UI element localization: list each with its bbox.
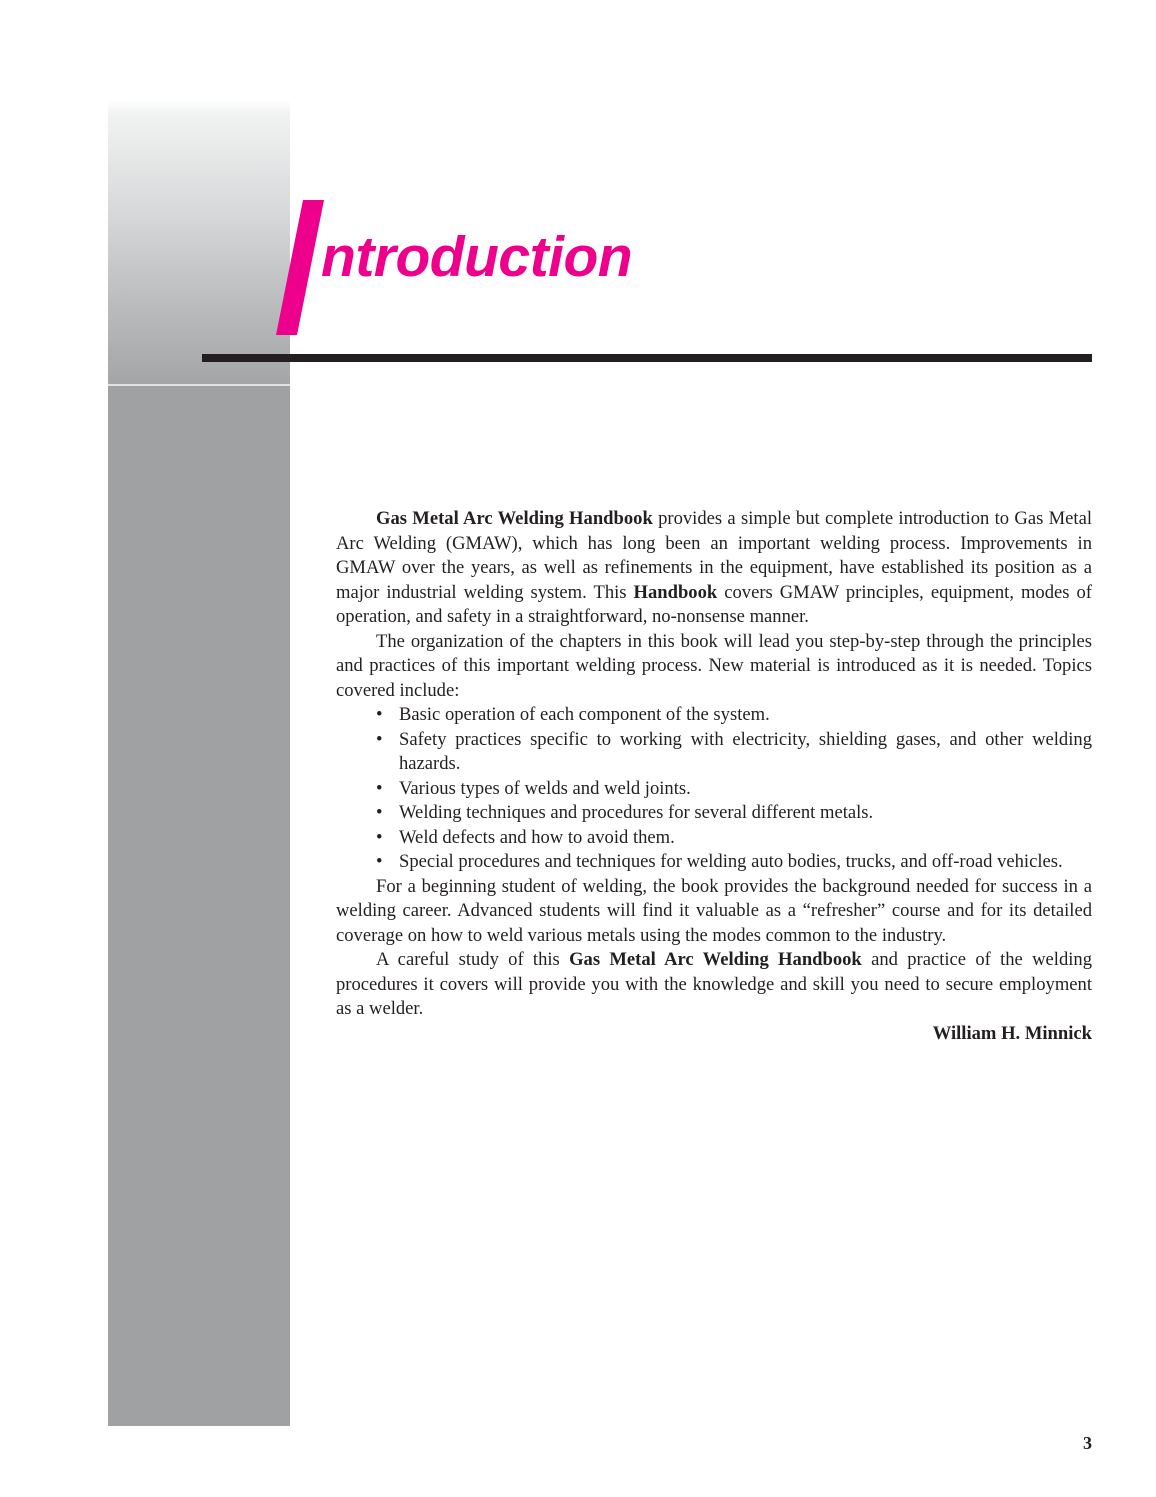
list-item: • Various types of welds and weld joints. xyxy=(376,777,1092,802)
author-signature: William H. Minnick xyxy=(932,1022,1092,1044)
bullet-icon: • xyxy=(376,826,383,848)
sidebar-gradient-band xyxy=(108,100,290,384)
bullet-icon: • xyxy=(376,802,383,823)
list-item: • Welding techniques and procedures for several different metals. xyxy=(376,801,1092,826)
list-item: • Safety practices specific to working with electricity, shielding gases, and other welding hazards. xyxy=(376,728,1092,774)
list-item: • Special procedures and techniques for welding auto bodies, trucks, and off-road vehicles. xyxy=(376,850,1092,875)
page-number: 3 xyxy=(1083,1433,1092,1453)
bullet-icon: • xyxy=(376,704,383,725)
book-title-bold: Gas Metal Arc Welding Handbook xyxy=(569,949,862,970)
list-item: • Basic operation of each component of the system. xyxy=(376,703,1092,728)
paragraph-4: A careful study of this Gas Metal Arc Welding Handbook and practice of the welding procedures it covers will provide you with the knowledge and skill you need to secure employment as a welder. xyxy=(336,949,1092,1019)
sidebar-gray-band xyxy=(108,386,290,1426)
paragraph-2: The organization of the chapters in this book will lead you step-by-step through the principles and practices of this important welding process. New material is introduced as it is needed. Topics covered include: xyxy=(336,630,1092,701)
chapter-initial-i-glyph xyxy=(276,200,324,335)
book-title-bold: Gas Metal Arc Welding Handbook xyxy=(376,508,653,529)
bullet-icon: • xyxy=(376,728,383,750)
bullet-icon: • xyxy=(376,777,383,799)
list-item: • Weld defects and how to avoid them. xyxy=(376,826,1092,851)
bullet-icon: • xyxy=(376,851,383,872)
topics-list xyxy=(336,703,1092,875)
chapter-title: ntroduction xyxy=(321,225,633,289)
paragraph-3: For a beginning student of welding, the book provides the background needed for success in a welding career. Advanced students will find it valuable as a “refresher” course and for its detailed coverage on how to weld various metals using the modes common to the industry. xyxy=(336,875,1092,946)
handbook-bold: Handbook xyxy=(633,581,718,603)
title-rule xyxy=(202,354,1092,362)
introduction-body xyxy=(336,507,1092,1046)
paragraph-1: Gas Metal Arc Welding Handbook provides a simple but complete introduction to Gas Metal Arc Welding (GMAW), which has long been an important welding process. Improvements in GMAW over the years, as well as refinements in the equipment, have established its position as a major industrial welding system. This Handbook covers GMAW principles, equipment, modes of operation, and safety in a straightforward, no-nonsense manner. xyxy=(336,508,1092,627)
